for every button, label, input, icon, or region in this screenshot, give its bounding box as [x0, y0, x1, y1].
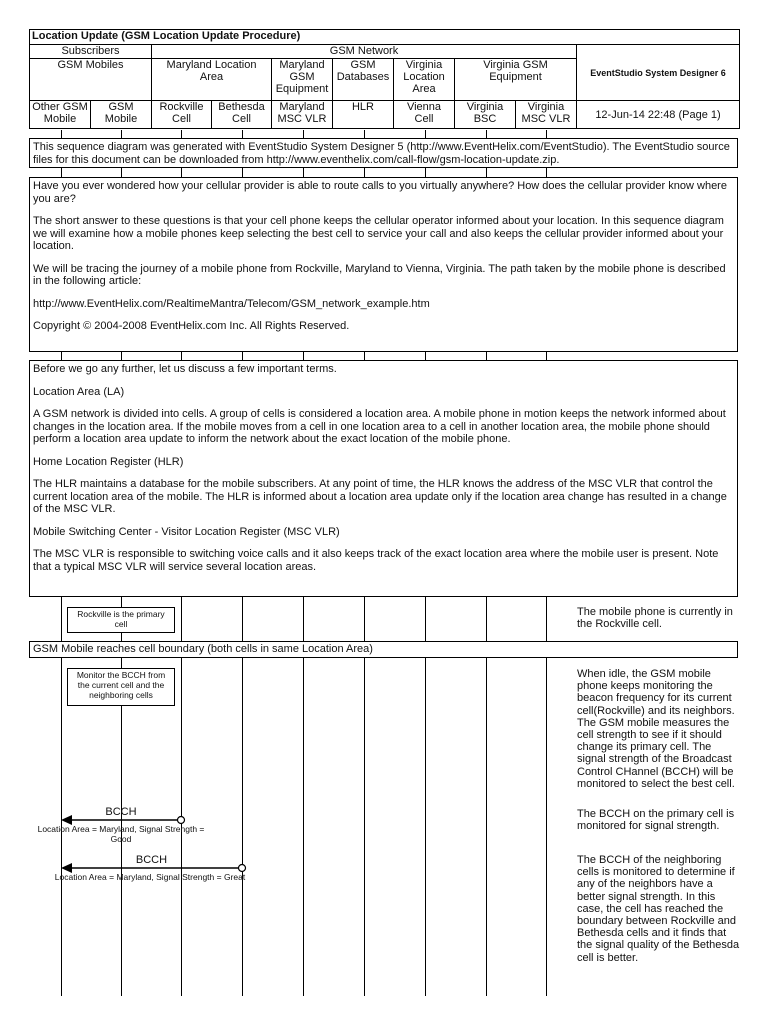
note-primary-bcch: The BCCH on the primary cell is monitored for signal strength.: [577, 808, 735, 833]
term-hlr-text: The HLR maintains a database for the mobile subscribers. At any point of time, the HLR knows the address of the MSC VLR that control the current location area of the mobile. The HLR is informed about a location area update only if the location area change has resulted in a change of the MSC VLR.: [33, 478, 727, 515]
section-cell-boundary: GSM Mobile reaches cell boundary (both cells in same Location Area): [29, 641, 738, 658]
action-rockville-primary: Rockville is the primary cell: [67, 607, 175, 633]
header-gsm-network: GSM Network: [152, 45, 577, 59]
terms-intro: Before we go any further, let us discuss a few important terms.: [33, 363, 337, 375]
entity-maryland-msc-vlr: Maryland MSC VLR: [272, 101, 333, 129]
message-label-bcch-2: BCCH: [135, 854, 168, 866]
message-param-bcch-2: Location Area = Maryland, Signal Strength = Great: [54, 872, 246, 882]
message-label-bcch-1: BCCH: [105, 806, 137, 818]
term-heading-msc-vlr: Mobile Switching Center - Visitor Location Register (MSC VLR): [33, 525, 340, 538]
action-monitor-bcch: Monitor the BCCH from the current cell and the neighboring cells: [67, 668, 175, 706]
entity-vienna-cell: Vienna Cell: [394, 101, 455, 129]
entity-virginia-bsc: Virginia BSC: [455, 101, 516, 129]
term-heading-location-area: Location Area (LA): [33, 385, 125, 398]
note-idle-monitoring: When idle, the GSM mobile phone keeps monitoring the beacon frequency for its current cell(Rockville) and its neighbors. The GSM mobile measures the cell strength to see if it should change its primary cell. The signal strength of the Broadcast Control CHannel (BCCH) will be monitored to select the best cell.: [577, 668, 735, 790]
entity-other-gsm-mobile: Other GSM Mobile: [30, 101, 91, 129]
entity-rockville-cell: Rockville Cell: [152, 101, 212, 129]
overview-answer: The short answer to these questions is that your cell phone keeps the cellular operator informed about your location. In this sequence diagram we will examine how a mobile phones keep selecting the best cell to service your call and also keeps the cellular provider informed about your location.: [33, 215, 724, 252]
note-primary-cell: The mobile phone is currently in the Rockville cell.: [577, 606, 733, 631]
header-tool-name: EventStudio System Designer 6: [577, 45, 740, 101]
note-neighbor-bcch: The BCCH of the neighboring cells is monitored to determine if any of the neighbors have a better signal strength. In this case, the cell has reached the boundary between Rockville and Bethesda cells and it finds that the signal quality of the Bethesda cell is better.: [577, 854, 740, 964]
entity-gsm-mobile: GSM Mobile: [91, 101, 152, 129]
header-gsm-databases: GSM Databases: [333, 59, 394, 101]
header-date: 12-Jun-14 22:48 (Page 1): [577, 101, 740, 129]
entity-bethesda-cell: Bethesda Cell: [212, 101, 272, 129]
header-virginia-gsm-equipment: Virginia GSM Equipment: [455, 59, 577, 101]
copyright-text: Copyright © 2004-2008 EventHelix.com Inc. All Rights Reserved.: [33, 320, 350, 332]
overview-journey: We will be tracing the journey of a mobile phone from Rockville, Maryland to Vienna, Virginia. The path taken by the mobile phone is described in the following article:: [33, 262, 726, 287]
header-virginia-location-area: Virginia Location Area: [394, 59, 455, 101]
header-maryland-gsm-equipment: Maryland GSM Equipment: [272, 59, 333, 101]
entity-virginia-msc-vlr: Virginia MSC VLR: [516, 101, 577, 129]
diagram-title: Location Update (GSM Location Update Procedure): [30, 30, 740, 45]
header-subscribers: Subscribers: [30, 45, 152, 59]
term-location-area-text: A GSM network is divided into cells. A group of cells is considered a location area. A mobile phone in motion keeps the network informed about changes in the location area. If the mobile moves from a cell in one location area to a cell in another location area, the mobile phone should perform a location area update to inform the network about the exact location of the mobile phone.: [33, 408, 726, 445]
overview-question: Have you ever wondered how your cellular provider is able to route calls to you virtually anywhere? How does the cellular provider know where you are?: [33, 180, 727, 205]
term-heading-hlr: Home Location Register (HLR): [33, 455, 184, 468]
message-param-bcch-1: Location Area = Maryland, Signal Strength = Good: [37, 824, 205, 844]
overview-article-link[interactable]: http://www.EventHelix.com/RealtimeMantra/Telecom/GSM_network_example.htm: [33, 297, 430, 310]
header-gsm-mobiles: GSM Mobiles: [30, 59, 152, 101]
term-msc-vlr-text: The MSC VLR is responsible to switching voice calls and it also keeps track of the exact location area where the mobile user is present. Note that a typical MSC VLR will service several location areas.: [33, 548, 719, 573]
generator-text: This sequence diagram was generated with EventStudio System Designer 5 (http://www.EventHelix.com/EventStudio). The EventStudio source files for this document can be downloaded from http://www.eventhelix.com/call-flow/gsm-location-update.zip.: [33, 141, 730, 166]
entity-hlr: HLR: [333, 101, 394, 129]
header-maryland-location-area: Maryland Location Area: [152, 59, 272, 101]
